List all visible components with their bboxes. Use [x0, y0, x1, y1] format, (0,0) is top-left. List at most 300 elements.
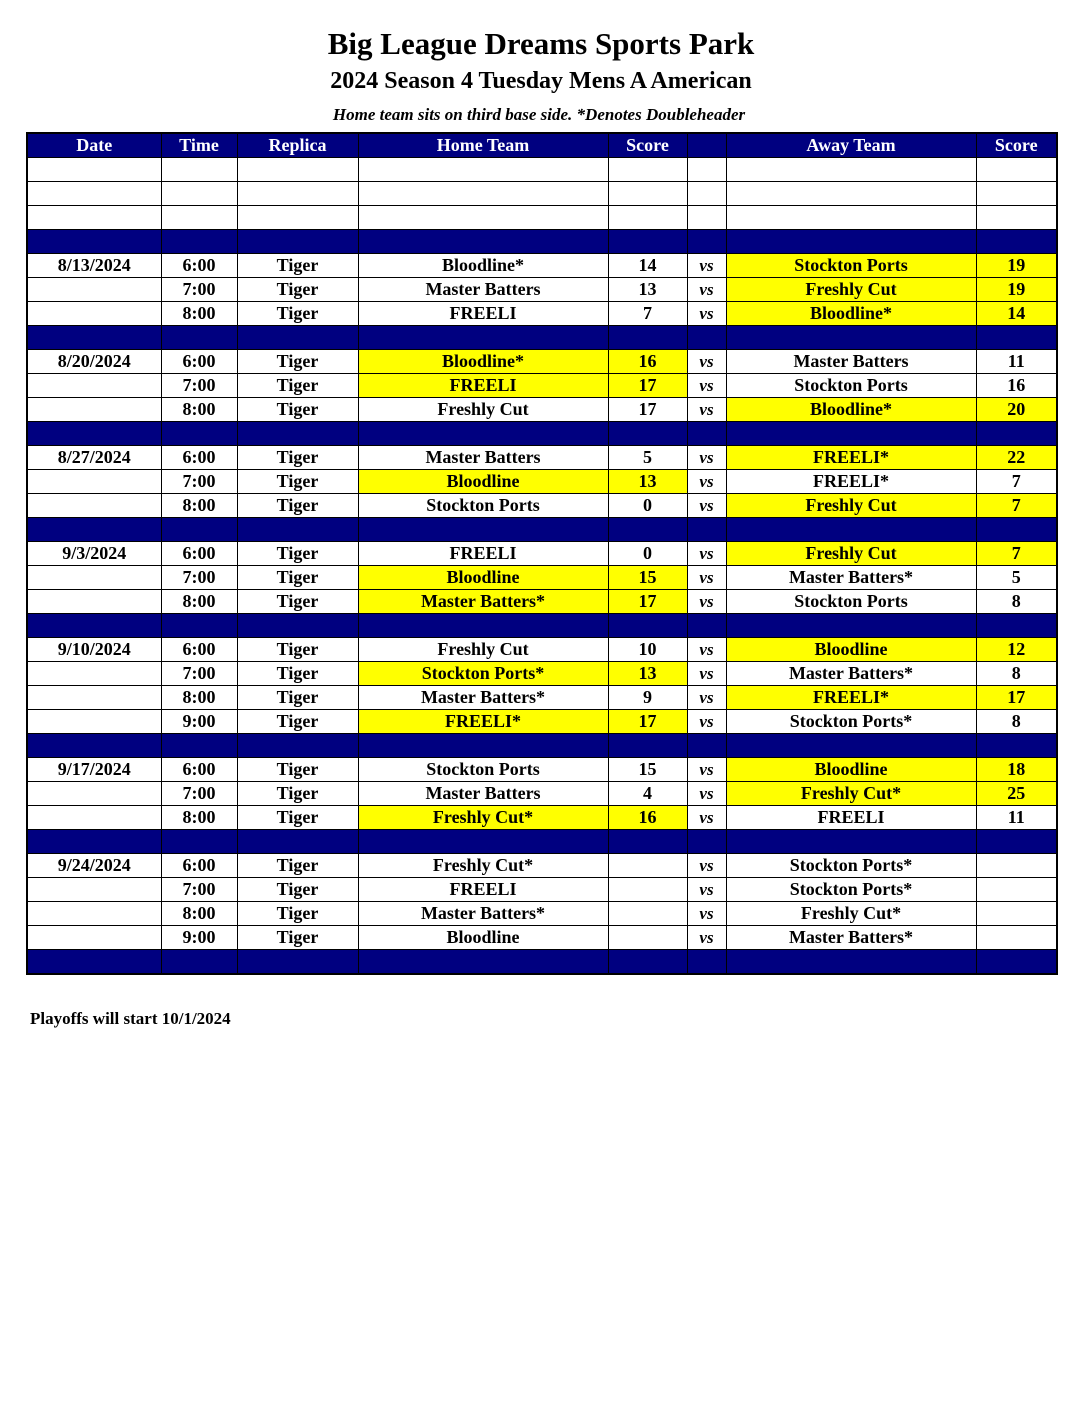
separator-cell [358, 326, 608, 350]
away-score-cell: 17 [976, 686, 1057, 710]
away-score-cell: 20 [976, 398, 1057, 422]
separator-cell [726, 614, 976, 638]
replica-cell: Tiger [237, 350, 358, 374]
date-cell: 9/10/2024 [27, 638, 161, 662]
replica-cell: Tiger [237, 278, 358, 302]
blank-cell [726, 182, 976, 206]
home-score-cell: 16 [608, 806, 687, 830]
game-row [27, 758, 1057, 782]
home-score-cell: 5 [608, 446, 687, 470]
game-row [27, 302, 1057, 326]
separator-cell [161, 422, 237, 446]
home-team-cell: FREELI [358, 878, 608, 902]
separator-row [27, 734, 1057, 758]
game-row [27, 398, 1057, 422]
date-cell [27, 926, 161, 950]
away-score-cell: 5 [976, 566, 1057, 590]
vs-cell: vs [687, 662, 726, 686]
separator-cell [27, 230, 161, 254]
col-vs [687, 133, 726, 158]
date-cell [27, 302, 161, 326]
blank-cell [358, 206, 608, 230]
separator-cell [237, 614, 358, 638]
col-replica: Replica [237, 133, 358, 158]
separator-row [27, 614, 1057, 638]
separator-cell [27, 734, 161, 758]
separator-cell [237, 230, 358, 254]
schedule-table [26, 132, 1058, 975]
home-team-cell: Freshly Cut [358, 398, 608, 422]
game-row [27, 686, 1057, 710]
separator-row [27, 830, 1057, 854]
separator-cell [237, 422, 358, 446]
replica-cell: Tiger [237, 470, 358, 494]
separator-cell [608, 614, 687, 638]
home-score-cell [608, 926, 687, 950]
time-cell: 9:00 [161, 710, 237, 734]
replica-cell: Tiger [237, 854, 358, 878]
separator-cell [726, 422, 976, 446]
time-cell: 6:00 [161, 638, 237, 662]
date-cell: 8/20/2024 [27, 350, 161, 374]
separator-cell [687, 518, 726, 542]
home-score-cell: 17 [608, 710, 687, 734]
vs-cell: vs [687, 878, 726, 902]
separator-cell [161, 950, 237, 975]
page-subtitle: 2024 Season 4 Tuesday Mens A American [330, 68, 752, 94]
separator-cell [237, 326, 358, 350]
away-score-cell: 12 [976, 638, 1057, 662]
separator-row [27, 422, 1057, 446]
game-row [27, 782, 1057, 806]
separator-cell [27, 830, 161, 854]
blank-row [27, 206, 1057, 230]
replica-cell: Tiger [237, 254, 358, 278]
game-row [27, 374, 1057, 398]
separator-cell [237, 518, 358, 542]
game-row [27, 470, 1057, 494]
game-row [27, 806, 1057, 830]
date-cell [27, 782, 161, 806]
vs-cell: vs [687, 566, 726, 590]
vs-cell: vs [687, 302, 726, 326]
separator-row [27, 326, 1057, 350]
away-score-cell: 16 [976, 374, 1057, 398]
game-row [27, 902, 1057, 926]
home-score-cell: 17 [608, 374, 687, 398]
separator-cell [358, 950, 608, 975]
home-team-cell: FREELI [358, 302, 608, 326]
time-cell: 7:00 [161, 878, 237, 902]
replica-cell: Tiger [237, 638, 358, 662]
game-row [27, 446, 1057, 470]
game-row [27, 494, 1057, 518]
separator-row [27, 230, 1057, 254]
date-cell [27, 878, 161, 902]
separator-cell [161, 614, 237, 638]
col-home-score: Score [608, 133, 687, 158]
page-title: Big League Dreams Sports Park [327, 26, 755, 61]
away-team-cell: Freshly Cut [726, 542, 976, 566]
home-score-cell: 0 [608, 494, 687, 518]
home-team-cell: Master Batters* [358, 902, 608, 926]
col-time: Time [161, 133, 237, 158]
home-score-cell: 17 [608, 398, 687, 422]
blank-cell [358, 182, 608, 206]
col-date: Date [27, 133, 161, 158]
home-score-cell: 13 [608, 278, 687, 302]
time-cell: 6:00 [161, 758, 237, 782]
home-team-cell: Bloodline* [358, 350, 608, 374]
time-cell: 8:00 [161, 398, 237, 422]
away-score-cell: 7 [976, 470, 1057, 494]
doubleheader-note: Home team sits on third base side. *Denotes Doubleheader [332, 105, 746, 124]
blank-cell [608, 206, 687, 230]
replica-cell: Tiger [237, 710, 358, 734]
blank-cell [976, 206, 1057, 230]
separator-row [27, 518, 1057, 542]
separator-cell [27, 950, 161, 975]
game-row [27, 254, 1057, 278]
game-row [27, 878, 1057, 902]
replica-cell: Tiger [237, 542, 358, 566]
time-cell: 6:00 [161, 446, 237, 470]
separator-cell [237, 950, 358, 975]
separator-cell [608, 326, 687, 350]
replica-cell: Tiger [237, 926, 358, 950]
home-team-cell: Freshly Cut* [358, 806, 608, 830]
blank-cell [161, 206, 237, 230]
away-score-cell: 19 [976, 278, 1057, 302]
separator-cell [976, 734, 1057, 758]
blank-cell [27, 206, 161, 230]
vs-cell: vs [687, 254, 726, 278]
away-score-cell: 18 [976, 758, 1057, 782]
away-team-cell: Master Batters* [726, 566, 976, 590]
away-team-cell: Stockton Ports [726, 374, 976, 398]
vs-cell: vs [687, 446, 726, 470]
separator-cell [726, 230, 976, 254]
replica-cell: Tiger [237, 302, 358, 326]
time-cell: 6:00 [161, 542, 237, 566]
away-score-cell: 8 [976, 710, 1057, 734]
playoffs-note: Playoffs will start 10/1/2024 [30, 1009, 231, 1028]
separator-cell [976, 614, 1057, 638]
vs-cell: vs [687, 926, 726, 950]
date-cell [27, 494, 161, 518]
game-row [27, 590, 1057, 614]
vs-cell: vs [687, 854, 726, 878]
replica-cell: Tiger [237, 446, 358, 470]
home-team-cell: Stockton Ports* [358, 662, 608, 686]
away-score-cell: 7 [976, 542, 1057, 566]
game-row [27, 542, 1057, 566]
col-away-score: Score [976, 133, 1057, 158]
game-row [27, 662, 1057, 686]
blank-cell [976, 182, 1057, 206]
away-score-cell: 8 [976, 590, 1057, 614]
game-row [27, 854, 1057, 878]
home-team-cell: Bloodline* [358, 254, 608, 278]
separator-cell [161, 734, 237, 758]
away-score-cell [976, 926, 1057, 950]
vs-cell: vs [687, 350, 726, 374]
away-score-cell: 19 [976, 254, 1057, 278]
time-cell: 7:00 [161, 566, 237, 590]
separator-cell [161, 830, 237, 854]
away-score-cell: 8 [976, 662, 1057, 686]
separator-cell [687, 230, 726, 254]
replica-cell: Tiger [237, 902, 358, 926]
date-cell [27, 710, 161, 734]
home-team-cell: FREELI* [358, 710, 608, 734]
blank-cell [687, 206, 726, 230]
separator-cell [726, 950, 976, 975]
separator-cell [976, 950, 1057, 975]
away-score-cell [976, 902, 1057, 926]
vs-cell: vs [687, 782, 726, 806]
separator-cell [608, 518, 687, 542]
away-team-cell: FREELI* [726, 470, 976, 494]
vs-cell: vs [687, 710, 726, 734]
separator-cell [358, 734, 608, 758]
schedule-header [27, 133, 1057, 158]
time-cell: 7:00 [161, 374, 237, 398]
separator-cell [976, 830, 1057, 854]
time-cell: 6:00 [161, 350, 237, 374]
time-cell: 8:00 [161, 686, 237, 710]
time-cell: 8:00 [161, 590, 237, 614]
replica-cell: Tiger [237, 758, 358, 782]
separator-cell [237, 734, 358, 758]
game-row [27, 926, 1057, 950]
away-team-cell: Freshly Cut* [726, 782, 976, 806]
away-team-cell: Stockton Ports* [726, 854, 976, 878]
away-team-cell: Stockton Ports* [726, 710, 976, 734]
replica-cell: Tiger [237, 374, 358, 398]
date-cell [27, 590, 161, 614]
home-score-cell [608, 878, 687, 902]
blank-cell [237, 182, 358, 206]
blank-row [27, 158, 1057, 182]
away-team-cell: Stockton Ports* [726, 878, 976, 902]
home-team-cell: Master Batters [358, 782, 608, 806]
separator-cell [161, 326, 237, 350]
replica-cell: Tiger [237, 878, 358, 902]
date-cell [27, 686, 161, 710]
blank-cell [687, 158, 726, 182]
blank-cell [726, 158, 976, 182]
separator-cell [237, 830, 358, 854]
separator-cell [27, 326, 161, 350]
separator-cell [687, 734, 726, 758]
game-row [27, 638, 1057, 662]
away-team-cell: Bloodline [726, 758, 976, 782]
separator-cell [358, 518, 608, 542]
separator-cell [976, 422, 1057, 446]
vs-cell: vs [687, 638, 726, 662]
separator-cell [27, 422, 161, 446]
time-cell: 6:00 [161, 254, 237, 278]
vs-cell: vs [687, 590, 726, 614]
blank-cell [237, 206, 358, 230]
game-row [27, 566, 1057, 590]
away-team-cell: Master Batters* [726, 926, 976, 950]
away-team-cell: FREELI [726, 806, 976, 830]
separator-cell [27, 614, 161, 638]
blank-row [27, 182, 1057, 206]
separator-cell [27, 518, 161, 542]
away-score-cell: 11 [976, 350, 1057, 374]
separator-cell [687, 422, 726, 446]
away-team-cell: Stockton Ports [726, 254, 976, 278]
away-team-cell: FREELI* [726, 686, 976, 710]
home-team-cell: Master Batters [358, 278, 608, 302]
replica-cell: Tiger [237, 566, 358, 590]
time-cell: 8:00 [161, 494, 237, 518]
separator-cell [161, 518, 237, 542]
home-score-cell: 0 [608, 542, 687, 566]
date-cell: 8/27/2024 [27, 446, 161, 470]
date-cell [27, 374, 161, 398]
away-team-cell: Stockton Ports [726, 590, 976, 614]
separator-cell [726, 830, 976, 854]
blank-cell [726, 206, 976, 230]
away-team-cell: Bloodline* [726, 302, 976, 326]
home-score-cell: 4 [608, 782, 687, 806]
vs-cell: vs [687, 494, 726, 518]
separator-cell [358, 830, 608, 854]
separator-cell [608, 830, 687, 854]
separator-cell [687, 830, 726, 854]
time-cell: 9:00 [161, 926, 237, 950]
home-score-cell: 10 [608, 638, 687, 662]
home-team-cell: Stockton Ports [358, 494, 608, 518]
away-team-cell: FREELI* [726, 446, 976, 470]
game-row [27, 278, 1057, 302]
separator-cell [687, 326, 726, 350]
away-score-cell: 22 [976, 446, 1057, 470]
separator-cell [726, 518, 976, 542]
blank-cell [161, 182, 237, 206]
home-score-cell: 13 [608, 662, 687, 686]
home-score-cell: 17 [608, 590, 687, 614]
home-score-cell: 14 [608, 254, 687, 278]
date-cell [27, 470, 161, 494]
date-cell [27, 806, 161, 830]
time-cell: 7:00 [161, 782, 237, 806]
home-team-cell: Bloodline [358, 470, 608, 494]
away-score-cell: 7 [976, 494, 1057, 518]
replica-cell: Tiger [237, 398, 358, 422]
date-cell [27, 566, 161, 590]
time-cell: 8:00 [161, 902, 237, 926]
date-cell [27, 902, 161, 926]
col-away-team: Away Team [726, 133, 976, 158]
date-cell: 8/13/2024 [27, 254, 161, 278]
replica-cell: Tiger [237, 806, 358, 830]
replica-cell: Tiger [237, 662, 358, 686]
separator-cell [358, 614, 608, 638]
separator-cell [608, 950, 687, 975]
home-score-cell: 9 [608, 686, 687, 710]
away-score-cell: 14 [976, 302, 1057, 326]
separator-cell [358, 422, 608, 446]
separator-cell [726, 326, 976, 350]
vs-cell: vs [687, 374, 726, 398]
home-team-cell: Freshly Cut* [358, 854, 608, 878]
date-cell [27, 278, 161, 302]
home-score-cell: 15 [608, 566, 687, 590]
away-score-cell: 25 [976, 782, 1057, 806]
game-row [27, 710, 1057, 734]
away-team-cell: Master Batters* [726, 662, 976, 686]
blank-cell [358, 158, 608, 182]
home-score-cell: 13 [608, 470, 687, 494]
time-cell: 7:00 [161, 278, 237, 302]
date-cell [27, 398, 161, 422]
vs-cell: vs [687, 278, 726, 302]
date-cell: 9/17/2024 [27, 758, 161, 782]
home-team-cell: FREELI [358, 542, 608, 566]
separator-cell [976, 230, 1057, 254]
home-score-cell: 16 [608, 350, 687, 374]
home-team-cell: Bloodline [358, 926, 608, 950]
separator-cell [161, 230, 237, 254]
away-team-cell: Master Batters [726, 350, 976, 374]
date-cell: 9/3/2024 [27, 542, 161, 566]
home-team-cell: Stockton Ports [358, 758, 608, 782]
home-score-cell: 15 [608, 758, 687, 782]
time-cell: 8:00 [161, 302, 237, 326]
vs-cell: vs [687, 686, 726, 710]
time-cell: 7:00 [161, 662, 237, 686]
blank-cell [608, 182, 687, 206]
away-score-cell [976, 878, 1057, 902]
home-score-cell: 7 [608, 302, 687, 326]
vs-cell: vs [687, 758, 726, 782]
blank-cell [608, 158, 687, 182]
separator-cell [976, 518, 1057, 542]
home-team-cell: Freshly Cut [358, 638, 608, 662]
vs-cell: vs [687, 902, 726, 926]
vs-cell: vs [687, 542, 726, 566]
blank-cell [237, 158, 358, 182]
blank-cell [161, 158, 237, 182]
separator-cell [608, 422, 687, 446]
blank-cell [27, 182, 161, 206]
separator-cell [726, 734, 976, 758]
separator-cell [976, 326, 1057, 350]
home-score-cell [608, 902, 687, 926]
vs-cell: vs [687, 806, 726, 830]
separator-cell [608, 734, 687, 758]
replica-cell: Tiger [237, 686, 358, 710]
separator-cell [358, 230, 608, 254]
blank-cell [687, 182, 726, 206]
home-team-cell: Master Batters* [358, 686, 608, 710]
blank-cell [27, 158, 161, 182]
home-team-cell: Master Batters* [358, 590, 608, 614]
replica-cell: Tiger [237, 494, 358, 518]
col-home-team: Home Team [358, 133, 608, 158]
time-cell: 7:00 [161, 470, 237, 494]
header-row [27, 133, 1057, 158]
separator-row [27, 950, 1057, 975]
home-score-cell [608, 854, 687, 878]
replica-cell: Tiger [237, 590, 358, 614]
away-team-cell: Freshly Cut [726, 278, 976, 302]
